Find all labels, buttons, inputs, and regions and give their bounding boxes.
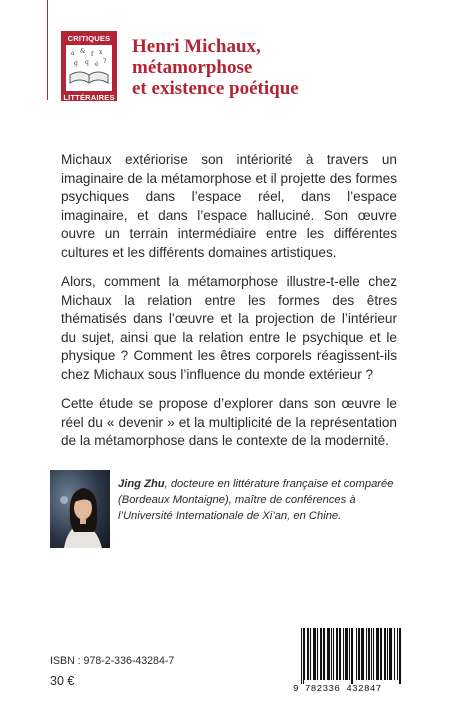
barcode-bar bbox=[307, 628, 308, 680]
barcode-bar bbox=[385, 628, 386, 680]
author-photo bbox=[50, 470, 110, 548]
barcode-bar bbox=[389, 628, 390, 680]
barcode-bar bbox=[363, 628, 364, 680]
barcode-bar bbox=[366, 628, 367, 680]
svg-text:?: ? bbox=[103, 58, 107, 65]
barcode-bar bbox=[327, 628, 328, 680]
barcode-bar bbox=[323, 628, 324, 680]
barcode-bar bbox=[369, 628, 370, 680]
barcode-bar bbox=[317, 628, 318, 680]
barcode-bar bbox=[308, 628, 309, 680]
barcode-bar bbox=[336, 628, 337, 680]
barcode-bar bbox=[376, 628, 377, 680]
svg-text:x: x bbox=[99, 49, 103, 56]
price: 30 € bbox=[50, 674, 75, 688]
barcode-bar bbox=[356, 628, 357, 680]
barcode-bar bbox=[351, 628, 352, 684]
svg-text:é: é bbox=[95, 61, 99, 68]
series-logo-bottom-label: LITTÉRAIRES bbox=[63, 93, 115, 102]
barcode-digits: 9 782336 432847 bbox=[293, 683, 382, 694]
author-bio bbox=[118, 476, 400, 524]
barcode-bar bbox=[339, 628, 340, 680]
barcode-bar bbox=[391, 628, 392, 680]
svg-text:&: & bbox=[80, 48, 86, 55]
series-logo bbox=[61, 31, 117, 101]
barcode-bar bbox=[315, 628, 316, 680]
barcode-bar bbox=[304, 628, 305, 680]
barcode-bar bbox=[337, 628, 338, 680]
barcode-bar bbox=[384, 628, 385, 680]
barcode-bar bbox=[387, 628, 388, 680]
open-book-icon bbox=[66, 45, 112, 91]
summary-paragraph-3: Cette étude se propose d’explorer dans son œuvre le réel du « devenir » et la multiplicité de la représentation de la métamorphose dans le contexte de la modernité. bbox=[61, 396, 397, 448]
book-title-line-3: et existence poétique bbox=[132, 78, 299, 99]
back-cover-summary bbox=[61, 151, 397, 462]
barcode-bar bbox=[381, 628, 382, 680]
barcode-bar bbox=[397, 628, 398, 680]
barcode-bar bbox=[368, 628, 369, 680]
barcode-bar bbox=[320, 628, 321, 680]
barcode-bar bbox=[303, 628, 304, 684]
barcode-bar bbox=[378, 628, 379, 680]
barcode-bar bbox=[377, 628, 378, 680]
barcode-bar bbox=[347, 628, 348, 680]
barcode-bar bbox=[331, 628, 332, 680]
author-bio-text: , docteure en littérature française et comparée (Bordeaux Montaigne), maître de conférences à l’Université Internationale de Xi’an, en Chine. bbox=[118, 478, 394, 522]
barcode-bar bbox=[380, 628, 381, 680]
author-portrait-image bbox=[50, 470, 110, 548]
barcode-bar bbox=[390, 628, 391, 680]
book-title-line-2: métamorphose bbox=[132, 57, 253, 78]
barcode-bar bbox=[321, 628, 322, 680]
barcode-bar bbox=[352, 628, 353, 684]
svg-text:g: g bbox=[74, 60, 78, 67]
book-title bbox=[132, 36, 299, 99]
barcode-bar bbox=[373, 628, 374, 680]
barcode-bar bbox=[358, 628, 359, 680]
barcode-bar bbox=[301, 628, 302, 684]
barcode-bar bbox=[400, 628, 401, 684]
barcode-bar bbox=[361, 628, 362, 680]
barcode-bar bbox=[394, 628, 395, 680]
summary-paragraph-2: Alors, comment la métamorphose illustre-t-elle chez Michaux la relation entre les formes des êtres thématisés dans l’œuvre et la projection de l’intérieur du sujet, ainsi que la relation entre le psychique et le physique ? Comment les êtres corporels réagissent-ils chez Michaux sous l’influence du monde extérieur ? bbox=[61, 274, 397, 382]
barcode-bar bbox=[343, 628, 344, 680]
summary-paragraph-1: Michaux extériorise son intériorité à travers un imaginaire de la métamorphose et il projette des formes psychiques dans l’espace réel, dans l’espace imaginaire, et dans l’espace halluciné. Son œuvre ouvre un terrain intermédiaire entre les différentes cultures et les différents domaines artistiques. bbox=[61, 152, 397, 260]
series-logo-top-label: CRITIQUES bbox=[67, 34, 111, 43]
barcode-bar bbox=[329, 628, 330, 680]
author-name: Jing Zhu bbox=[118, 478, 165, 490]
svg-text:f: f bbox=[91, 51, 94, 58]
series-vertical-rule bbox=[47, 0, 48, 100]
barcode-bar bbox=[340, 628, 341, 680]
book-title-line-1: Henri Michaux, bbox=[132, 36, 261, 57]
barcode-bar bbox=[310, 628, 311, 680]
barcode-bar bbox=[333, 628, 334, 680]
barcode-bar bbox=[359, 628, 360, 680]
barcode-bar bbox=[328, 628, 329, 680]
svg-text:a: a bbox=[71, 50, 75, 57]
svg-text:q: q bbox=[85, 59, 89, 66]
barcode-bar bbox=[313, 628, 314, 680]
isbn: ISBN : 978-2-336-43284-7 bbox=[50, 655, 175, 667]
barcode-bar bbox=[345, 628, 346, 680]
barcode-bar bbox=[346, 628, 347, 680]
barcode-bar bbox=[314, 628, 315, 680]
barcode-bar bbox=[362, 628, 363, 680]
barcode-bar bbox=[349, 628, 350, 680]
barcode-bar bbox=[371, 628, 372, 680]
barcode-bar bbox=[399, 628, 400, 684]
barcode-bar bbox=[324, 628, 325, 680]
